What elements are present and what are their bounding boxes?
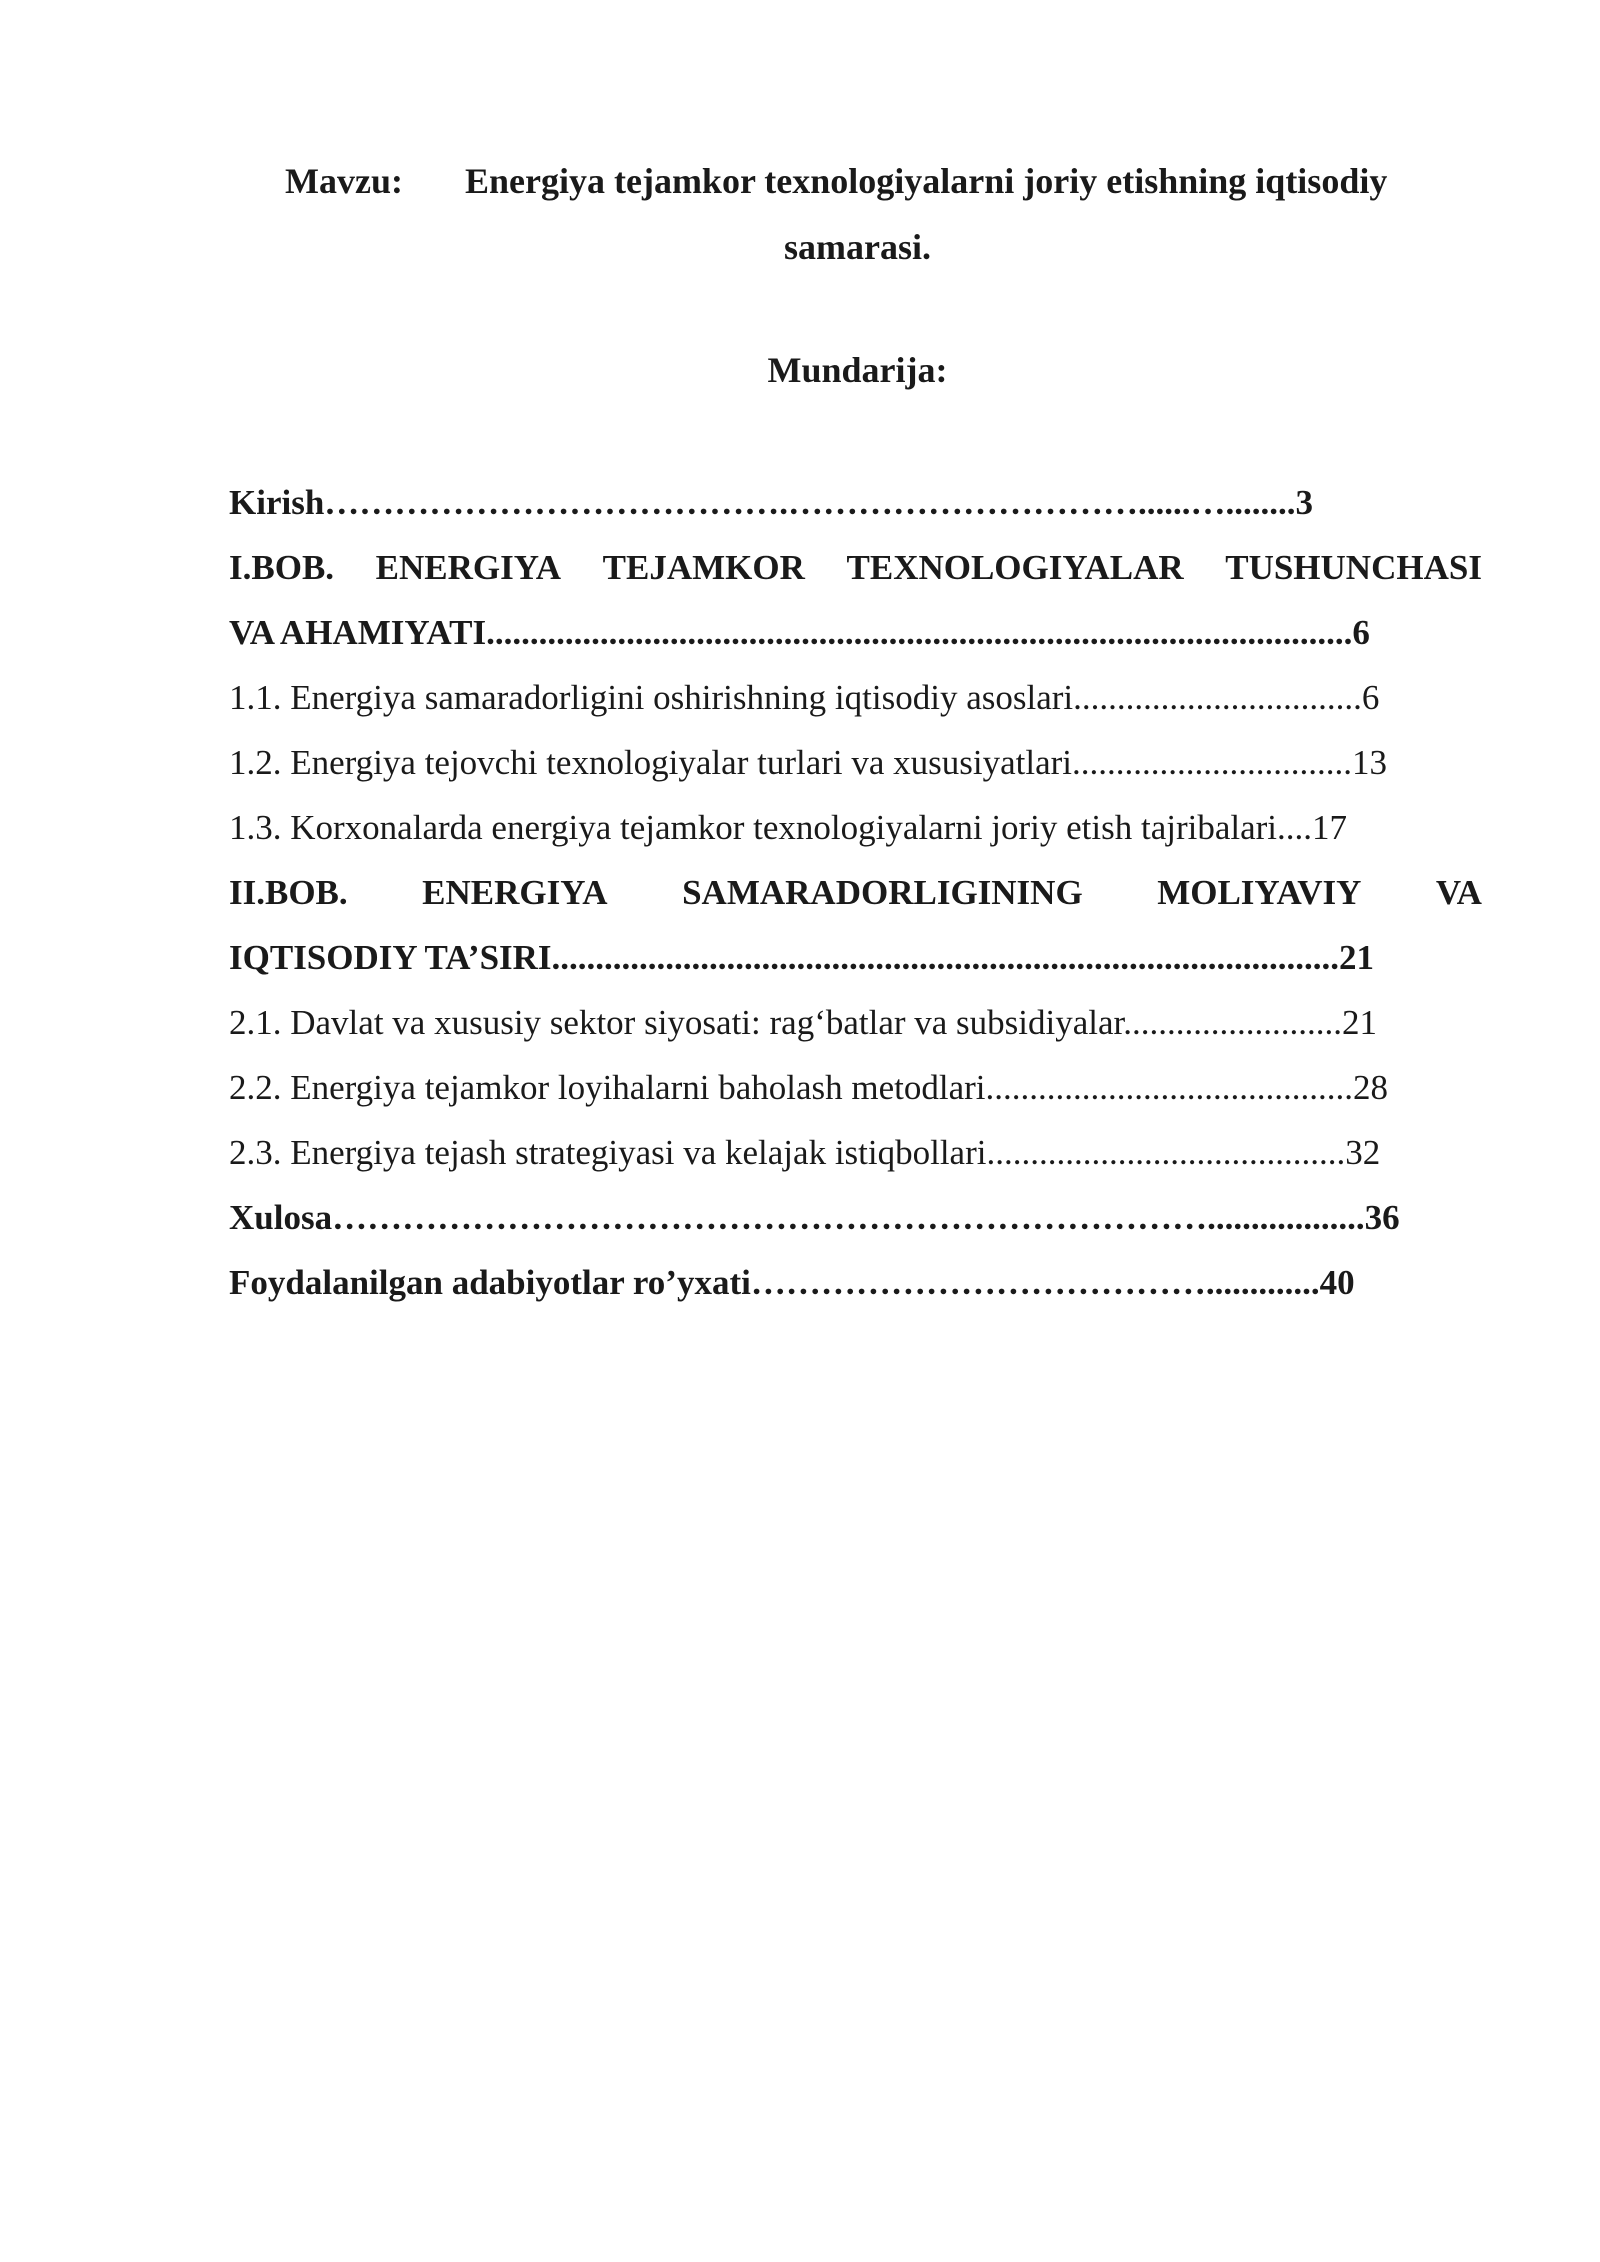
toc-chapter-2-word: VA [1435, 873, 1482, 912]
toc-chapter-2-heading [229, 860, 1482, 925]
toc-chapter-1-continuation: VA AHAMIYATI...................................................................................................6 [229, 613, 1370, 652]
toc-chapter-2-word: ENERGIYA [422, 873, 608, 912]
toc-section-2-3: 2.3. Energiya tejash strategiyasi va kelajak istiqbollari.........................................32 [229, 1133, 1381, 1172]
topic-line-2: samarasi. [784, 227, 931, 267]
toc-section-2-2: 2.2. Energiya tejamkor loyihalarni baholash metodlari..........................................28 [229, 1068, 1388, 1107]
toc-chapter-2-continuation: IQTISODIY TA’SIRI..........................................................................................21 [229, 938, 1375, 977]
topic-title: Energiya tejamkor texnologiyalarni joriy etishning iqtisodiy [465, 161, 1388, 201]
toc-chapter-1-word: TEJAMKOR [602, 548, 805, 587]
toc-chapter-1-word: I.BOB. [229, 548, 335, 587]
toc-chapter-1-word: ENERGIYA [375, 548, 562, 587]
toc-section-2-1: 2.1. Davlat va xususiy sektor siyosati: rag‘batlar va subsidiyalar.........................21 [229, 1003, 1378, 1042]
toc-chapter-2-word: SAMARADORLIGINING [682, 873, 1083, 912]
topic-label: Mavzu: [285, 161, 403, 201]
toc-section-1-3: 1.3. Korxonalarda energiya tejamkor texnologiyalarni joriy etish tajribalari....17 [229, 808, 1348, 847]
toc-chapter-2-word: II.BOB. [229, 873, 348, 912]
toc-title: Mundarija: [767, 350, 948, 390]
toc-section-1-1: 1.1. Energiya samaradorligini oshirishning iqtisodiy asoslari.................................6 [229, 678, 1380, 717]
toc-chapter-2-word: MOLIYAVIY [1157, 873, 1362, 912]
toc-chapter-1-heading [229, 535, 1482, 600]
toc-chapter-1-word: TUSHUNCHASI [1225, 548, 1482, 587]
topic-line-1 [285, 148, 1445, 214]
table-of-contents [229, 470, 1482, 1315]
topic-heading [285, 148, 1445, 280]
toc-entry-intro: Kirish………………………………….…………………………......…........3 [229, 483, 1314, 522]
toc-chapter-1-word: TEXNOLOGIYALAR [846, 548, 1184, 587]
toc-entry-references: Foydalanilgan adabiyotlar ro’yxati………………………………….............40 [229, 1263, 1355, 1302]
toc-entry-conclusion: Xulosa…………………………………………………………………..................36 [229, 1198, 1400, 1237]
toc-section-1-2: 1.2. Energiya tejovchi texnologiyalar turlari va xususiyatlari................................13 [229, 743, 1388, 782]
